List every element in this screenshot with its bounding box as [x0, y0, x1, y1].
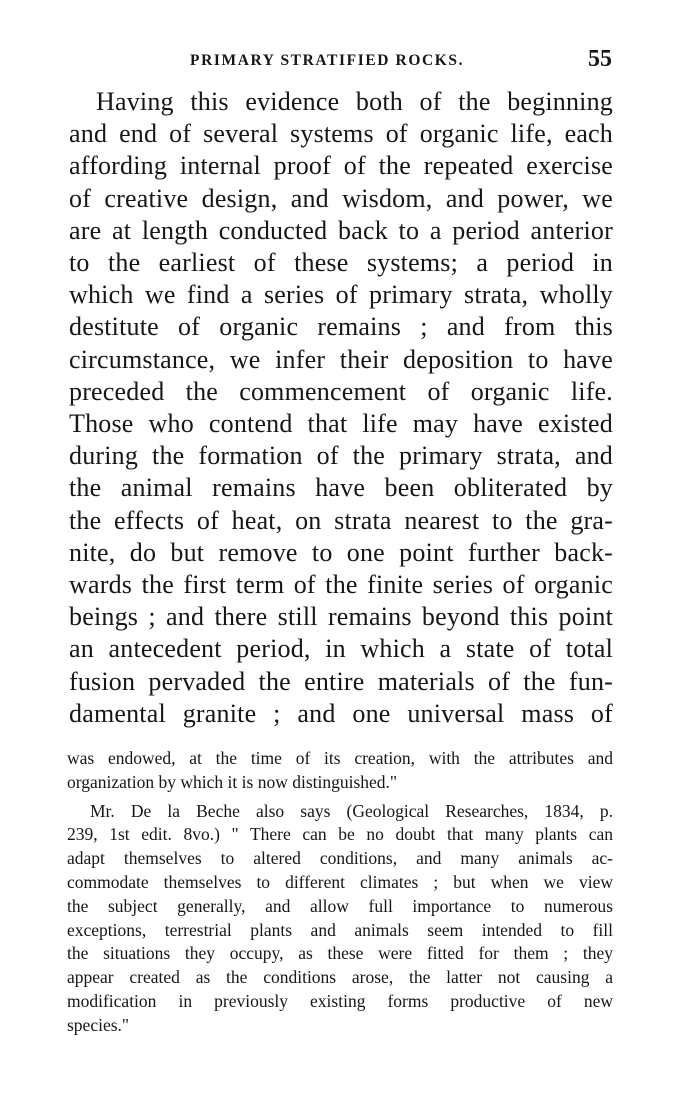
- body-line: Having this evidence both of the beginning: [96, 87, 613, 116]
- footnote-line: was endowed, at the time of its creation, with the attributes and: [67, 748, 613, 768]
- body-line: the effects of heat, on strata nearest to the gra-: [69, 505, 613, 535]
- footnote-line: adapt themselves to altered conditions, and many animals ac-: [67, 848, 613, 869]
- body-line: beings ; and there still remains beyond this point: [69, 602, 613, 632]
- body-line: an antecedent period, in which a state of total: [69, 634, 613, 664]
- body-line: to the earliest of these systems; a period in: [69, 248, 613, 278]
- body-line: circumstance, we infer their deposition to have: [69, 344, 613, 374]
- body-line: nite, do but remove to one point further back-: [69, 537, 613, 567]
- running-title: PRIMARY STRATIFIED ROCKS.: [190, 52, 465, 69]
- body-line: fusion pervaded the entire materials of the fun-: [69, 666, 613, 696]
- body-line: and end of several systems of organic life, each: [69, 119, 613, 149]
- footnotes: [67, 747, 613, 1038]
- footnote-line: the situations they occupy, as these were fitted for them ; they: [67, 943, 613, 964]
- body-line: Those who contend that life may have existed: [69, 409, 613, 439]
- footnote-line: exceptions, terrestrial plants and animals seem intended to fill: [67, 919, 613, 940]
- footnote-line: organization by which it is now distinguished.": [67, 771, 398, 792]
- body-line: wards the first term of the finite series of organic: [69, 570, 613, 600]
- body-line: which we find a series of primary strata, wholly: [69, 280, 613, 310]
- body-line: affording internal proof of the repeated exercise: [69, 151, 613, 181]
- footnote-line: modification in previously existing forms productive of new: [67, 990, 613, 1011]
- page-number: 55: [588, 46, 612, 72]
- body-line: during the formation of the primary strata, and: [69, 441, 613, 471]
- page-header: [74, 46, 614, 78]
- footnote-line: the subject generally, and allow full importance to numerous: [67, 895, 613, 916]
- body-line: are at length conducted back to a period anterior: [69, 215, 613, 245]
- body-line: the animal remains have been obliterated by: [69, 473, 613, 503]
- footnote-line: 239, 1st edit. 8vo.) " There can be no doubt that many plants can: [67, 824, 613, 845]
- body-paragraph: [69, 86, 613, 730]
- footnote-line: appear created as the conditions arose, the latter not causing a: [67, 967, 613, 988]
- body-line: destitute of organic remains ; and from this: [69, 312, 613, 342]
- footnote-line: commodate themselves to different climates ; but when we view: [67, 871, 613, 892]
- body-line: preceded the commencement of organic life.: [69, 376, 613, 406]
- body-line: damental granite ; and one universal mass of: [69, 698, 613, 728]
- body-line: of creative design, and wisdom, and power, we: [69, 183, 613, 213]
- footnote-line: species.": [67, 1014, 130, 1035]
- footnote-line: Mr. De la Beche also says (Geological Researches, 1834, p.: [90, 800, 613, 821]
